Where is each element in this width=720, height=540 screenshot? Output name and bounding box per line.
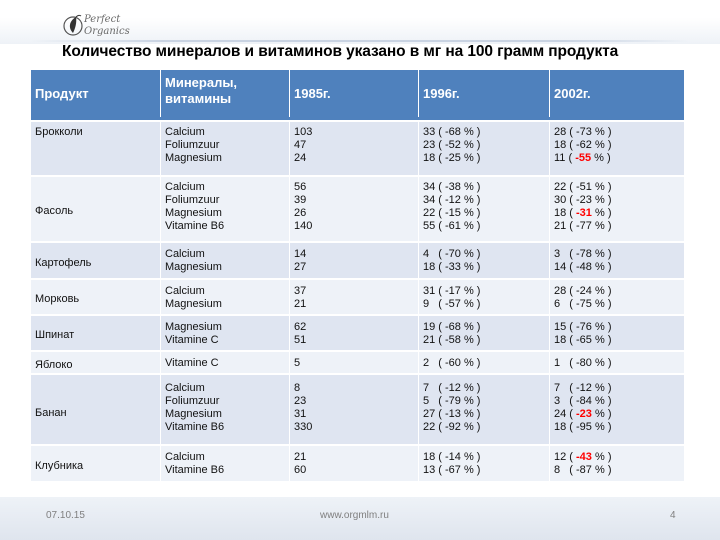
values-2002 xyxy=(550,280,684,314)
table-row xyxy=(31,373,684,444)
nutrient-list-value: Foliumzuur xyxy=(165,194,220,206)
values-1996 xyxy=(419,375,550,444)
nutrient-list-value: Calcium xyxy=(165,126,205,138)
highlighted-percent: -23 xyxy=(576,408,592,420)
product-name: Клубника xyxy=(31,446,161,481)
values-2002-value xyxy=(554,408,680,421)
value-prefix: 28 ( xyxy=(554,285,577,297)
percent: -75 xyxy=(576,298,592,310)
percent: -87 xyxy=(576,464,592,476)
values-1985-value: 14 xyxy=(294,248,307,260)
value-suffix: % ) xyxy=(591,321,612,333)
values-2002-value xyxy=(554,261,680,274)
table-row xyxy=(31,241,684,278)
page-number: 4 xyxy=(670,510,676,521)
footer-url: www.orgmlm.ru xyxy=(320,510,389,521)
values-2002-value xyxy=(554,285,680,298)
values-1996-value: 13 ( -67 % ) xyxy=(423,464,481,476)
nutrient-list-value: Magnesium xyxy=(165,152,222,164)
values-1996-value: 18 ( -33 % ) xyxy=(423,261,481,273)
highlighted-percent: -43 xyxy=(576,451,592,463)
value-suffix: % ) xyxy=(591,382,612,394)
product-name: Морковь xyxy=(31,280,161,314)
percent: -65 xyxy=(576,334,592,346)
values-1996-value: 55 ( -61 % ) xyxy=(423,220,481,232)
value-prefix: 21 ( xyxy=(554,220,577,232)
page-title: Количество минералов и витаминов указано в мг на 100 грамм продукта xyxy=(62,43,619,60)
value-suffix: % ) xyxy=(591,181,612,193)
nutrient-list-value: Calcium xyxy=(165,285,205,297)
value-prefix: 28 ( xyxy=(554,126,577,138)
nutrient-list xyxy=(161,280,290,314)
values-1996-value: 21 ( -58 % ) xyxy=(423,334,481,346)
nutrient-list-value: Magnesium xyxy=(165,298,222,310)
header-product: Продукт xyxy=(31,70,161,117)
value-suffix: % ) xyxy=(591,126,612,138)
values-2002-value xyxy=(554,357,680,370)
values-1996-value: 23 ( -52 % ) xyxy=(423,139,481,151)
highlighted-percent: -55 xyxy=(575,152,592,164)
top-divider xyxy=(30,40,690,42)
table-row xyxy=(31,444,684,481)
values-1985 xyxy=(290,280,419,314)
value-prefix: 30 ( xyxy=(554,194,577,206)
values-1985 xyxy=(290,352,419,373)
percent: -12 xyxy=(576,382,592,394)
values-1985 xyxy=(290,243,419,278)
header-1985: 1985г. xyxy=(290,70,419,117)
values-1996-value: 5 ( -79 % ) xyxy=(423,395,481,407)
value-suffix: % ) xyxy=(591,464,612,476)
value-prefix: 18 ( xyxy=(554,207,577,219)
values-1996-value: 7 ( -12 % ) xyxy=(423,382,481,394)
nutrient-list-value: Vitamine C xyxy=(165,357,219,369)
values-1996-value: 18 ( -14 % ) xyxy=(423,451,481,463)
values-2002 xyxy=(550,316,684,350)
value-suffix: % ) xyxy=(591,298,612,310)
header-nutrients: Минералы, витамины xyxy=(161,70,290,117)
values-2002 xyxy=(550,446,684,481)
value-prefix: 3 ( xyxy=(554,248,577,260)
values-1996-value: 34 ( -12 % ) xyxy=(423,194,481,206)
percent: -77 xyxy=(576,220,592,232)
percent: -95 xyxy=(576,421,592,433)
values-1985-value: 37 xyxy=(294,285,307,297)
values-1996-value: 18 ( -25 % ) xyxy=(423,152,481,164)
values-2002-value xyxy=(554,395,680,408)
nutrient-list xyxy=(161,446,290,481)
value-prefix: 14 ( xyxy=(554,261,577,273)
values-2002 xyxy=(550,177,684,241)
percent: -80 xyxy=(576,357,592,369)
values-1996-value: 33 ( -68 % ) xyxy=(423,126,481,138)
values-1996-value: 22 ( -92 % ) xyxy=(423,421,481,433)
logo-text-bottom: Organics xyxy=(84,26,130,37)
leaf-logo-icon xyxy=(62,12,84,38)
highlighted-percent: -31 xyxy=(576,207,592,219)
nutrient-list-value: Calcium xyxy=(165,181,205,193)
values-1985-value: 31 xyxy=(294,408,307,420)
percent: -84 xyxy=(576,395,592,407)
value-suffix: % ) xyxy=(591,194,612,206)
nutrient-list-value: Foliumzuur xyxy=(165,395,220,407)
values-2002-value xyxy=(554,152,680,165)
value-suffix: % ) xyxy=(591,220,612,232)
value-suffix: % ) xyxy=(591,357,612,369)
nutrient-list-value: Vitamine B6 xyxy=(165,220,225,232)
values-1985-value: 330 xyxy=(294,421,313,433)
nutrient-list-value: Calcium xyxy=(165,382,205,394)
value-suffix: % ) xyxy=(591,334,612,346)
values-2002-value xyxy=(554,382,680,395)
values-1985-value: 51 xyxy=(294,334,307,346)
value-suffix: % ) xyxy=(591,395,612,407)
value-prefix: 22 ( xyxy=(554,181,577,193)
values-1996-value: 4 ( -70 % ) xyxy=(423,248,481,260)
values-2002-value xyxy=(554,194,680,207)
values-1985 xyxy=(290,177,419,241)
product-name: Шпинат xyxy=(31,316,161,350)
values-2002-value xyxy=(554,126,680,139)
header-2002: 2002г. xyxy=(554,85,591,101)
values-1985-value: 21 xyxy=(294,451,307,463)
value-suffix: % ) xyxy=(591,408,612,420)
footer-date: 07.10.15 xyxy=(46,510,85,521)
values-2002-value xyxy=(554,207,680,220)
table-row xyxy=(31,278,684,314)
value-prefix: 15 ( xyxy=(554,321,577,333)
values-1996 xyxy=(419,316,550,350)
value-prefix: 3 ( xyxy=(554,395,577,407)
values-1985 xyxy=(290,446,419,481)
values-1985-value: 60 xyxy=(294,464,307,476)
percent: -51 xyxy=(576,181,592,193)
values-2002-value xyxy=(554,421,680,434)
value-prefix: 1 ( xyxy=(554,357,577,369)
nutrient-list xyxy=(161,316,290,350)
logo-text-top: Perfect xyxy=(84,14,121,25)
percent: -78 xyxy=(576,248,592,260)
nutrient-list-value: Magnesium xyxy=(165,321,222,333)
value-suffix: % ) xyxy=(591,421,612,433)
values-1996-value: 27 ( -13 % ) xyxy=(423,408,481,420)
value-prefix: 7 ( xyxy=(554,382,577,394)
nutrient-list-value: Foliumzuur xyxy=(165,139,220,151)
product-name: Банан xyxy=(31,375,161,444)
nutrient-table xyxy=(31,70,684,481)
values-1996-value: 31 ( -17 % ) xyxy=(423,285,481,297)
values-1985-value: 23 xyxy=(294,395,307,407)
values-1996 xyxy=(419,352,550,373)
nutrient-list xyxy=(161,352,290,373)
table-body xyxy=(31,120,684,481)
percent: -62 xyxy=(576,139,592,151)
values-2002-value xyxy=(554,298,680,311)
values-1996-value: 34 ( -38 % ) xyxy=(423,181,481,193)
values-1996 xyxy=(419,177,550,241)
nutrient-list xyxy=(161,243,290,278)
nutrient-list-value: Magnesium xyxy=(165,207,222,219)
values-2002 xyxy=(550,122,684,175)
values-1985-value: 56 xyxy=(294,181,307,193)
product-name: Брокколи xyxy=(31,122,161,175)
value-suffix: % ) xyxy=(591,261,612,273)
values-1985-value: 8 xyxy=(294,382,301,394)
values-1996 xyxy=(419,446,550,481)
values-1985-value: 47 xyxy=(294,139,307,151)
product-name: Яблоко xyxy=(31,352,161,373)
table-row xyxy=(31,314,684,350)
values-1985 xyxy=(290,375,419,444)
values-2002-value xyxy=(554,139,680,152)
values-2002-value xyxy=(554,451,680,464)
logo xyxy=(62,10,142,40)
values-2002-value xyxy=(554,248,680,261)
value-prefix: 18 ( xyxy=(554,139,577,151)
values-1985 xyxy=(290,122,419,175)
values-2002-value xyxy=(554,321,680,334)
values-2002-value xyxy=(554,181,680,194)
values-2002-value xyxy=(554,464,680,477)
percent: -73 xyxy=(576,126,592,138)
nutrient-list xyxy=(161,177,290,241)
table-header-row xyxy=(31,70,684,117)
percent: -76 xyxy=(576,321,592,333)
values-2002 xyxy=(550,352,684,373)
value-prefix: 24 ( xyxy=(554,408,577,420)
percent: -24 xyxy=(576,285,592,297)
value-prefix: 6 ( xyxy=(554,298,577,310)
values-1985-value: 62 xyxy=(294,321,307,333)
values-1985-value: 140 xyxy=(294,220,313,232)
percent: -48 xyxy=(576,261,592,273)
value-suffix: % ) xyxy=(591,152,611,164)
value-prefix: 11 ( xyxy=(554,152,576,164)
values-2002-value xyxy=(554,220,680,233)
values-2002-value xyxy=(554,334,680,347)
values-2002 xyxy=(550,243,684,278)
value-prefix: 18 ( xyxy=(554,334,577,346)
product-name: Картофель xyxy=(31,243,161,278)
values-1985-value: 24 xyxy=(294,152,307,164)
nutrient-list-value: Vitamine B6 xyxy=(165,464,225,476)
nutrient-list-value: Calcium xyxy=(165,248,205,260)
value-prefix: 8 ( xyxy=(554,464,577,476)
table-row xyxy=(31,175,684,241)
values-1985 xyxy=(290,316,419,350)
values-1996-value: 9 ( -57 % ) xyxy=(423,298,481,310)
value-suffix: % ) xyxy=(591,139,612,151)
values-1985-value: 27 xyxy=(294,261,307,273)
value-suffix: % ) xyxy=(591,207,612,219)
product-name: Фасоль xyxy=(31,177,161,241)
value-prefix: 18 ( xyxy=(554,421,577,433)
nutrient-list-value: Vitamine C xyxy=(165,334,219,346)
values-1996-value: 22 ( -15 % ) xyxy=(423,207,481,219)
header-1996: 1996г. xyxy=(419,70,550,117)
value-suffix: % ) xyxy=(591,248,612,260)
values-1985-value: 26 xyxy=(294,207,307,219)
values-1985-value: 39 xyxy=(294,194,307,206)
values-1996-value: 2 ( -60 % ) xyxy=(423,357,481,369)
values-1985-value: 5 xyxy=(294,357,301,369)
values-1985-value: 103 xyxy=(294,126,313,138)
value-suffix: % ) xyxy=(591,451,612,463)
value-suffix: % ) xyxy=(591,285,612,297)
nutrient-list-value: Calcium xyxy=(165,451,205,463)
nutrient-list-value: Magnesium xyxy=(165,261,222,273)
values-1996 xyxy=(419,243,550,278)
table-row xyxy=(31,350,684,373)
nutrient-list-value: Vitamine B6 xyxy=(165,421,225,433)
nutrient-list-value: Magnesium xyxy=(165,408,222,420)
values-1996 xyxy=(419,280,550,314)
table-row xyxy=(31,120,684,175)
values-1985-value: 21 xyxy=(294,298,307,310)
nutrient-list xyxy=(161,122,290,175)
percent: -23 xyxy=(576,194,592,206)
values-1996-value: 19 ( -68 % ) xyxy=(423,321,481,333)
nutrient-list xyxy=(161,375,290,444)
values-1996 xyxy=(419,122,550,175)
values-2002 xyxy=(550,375,684,444)
value-prefix: 12 ( xyxy=(554,451,577,463)
